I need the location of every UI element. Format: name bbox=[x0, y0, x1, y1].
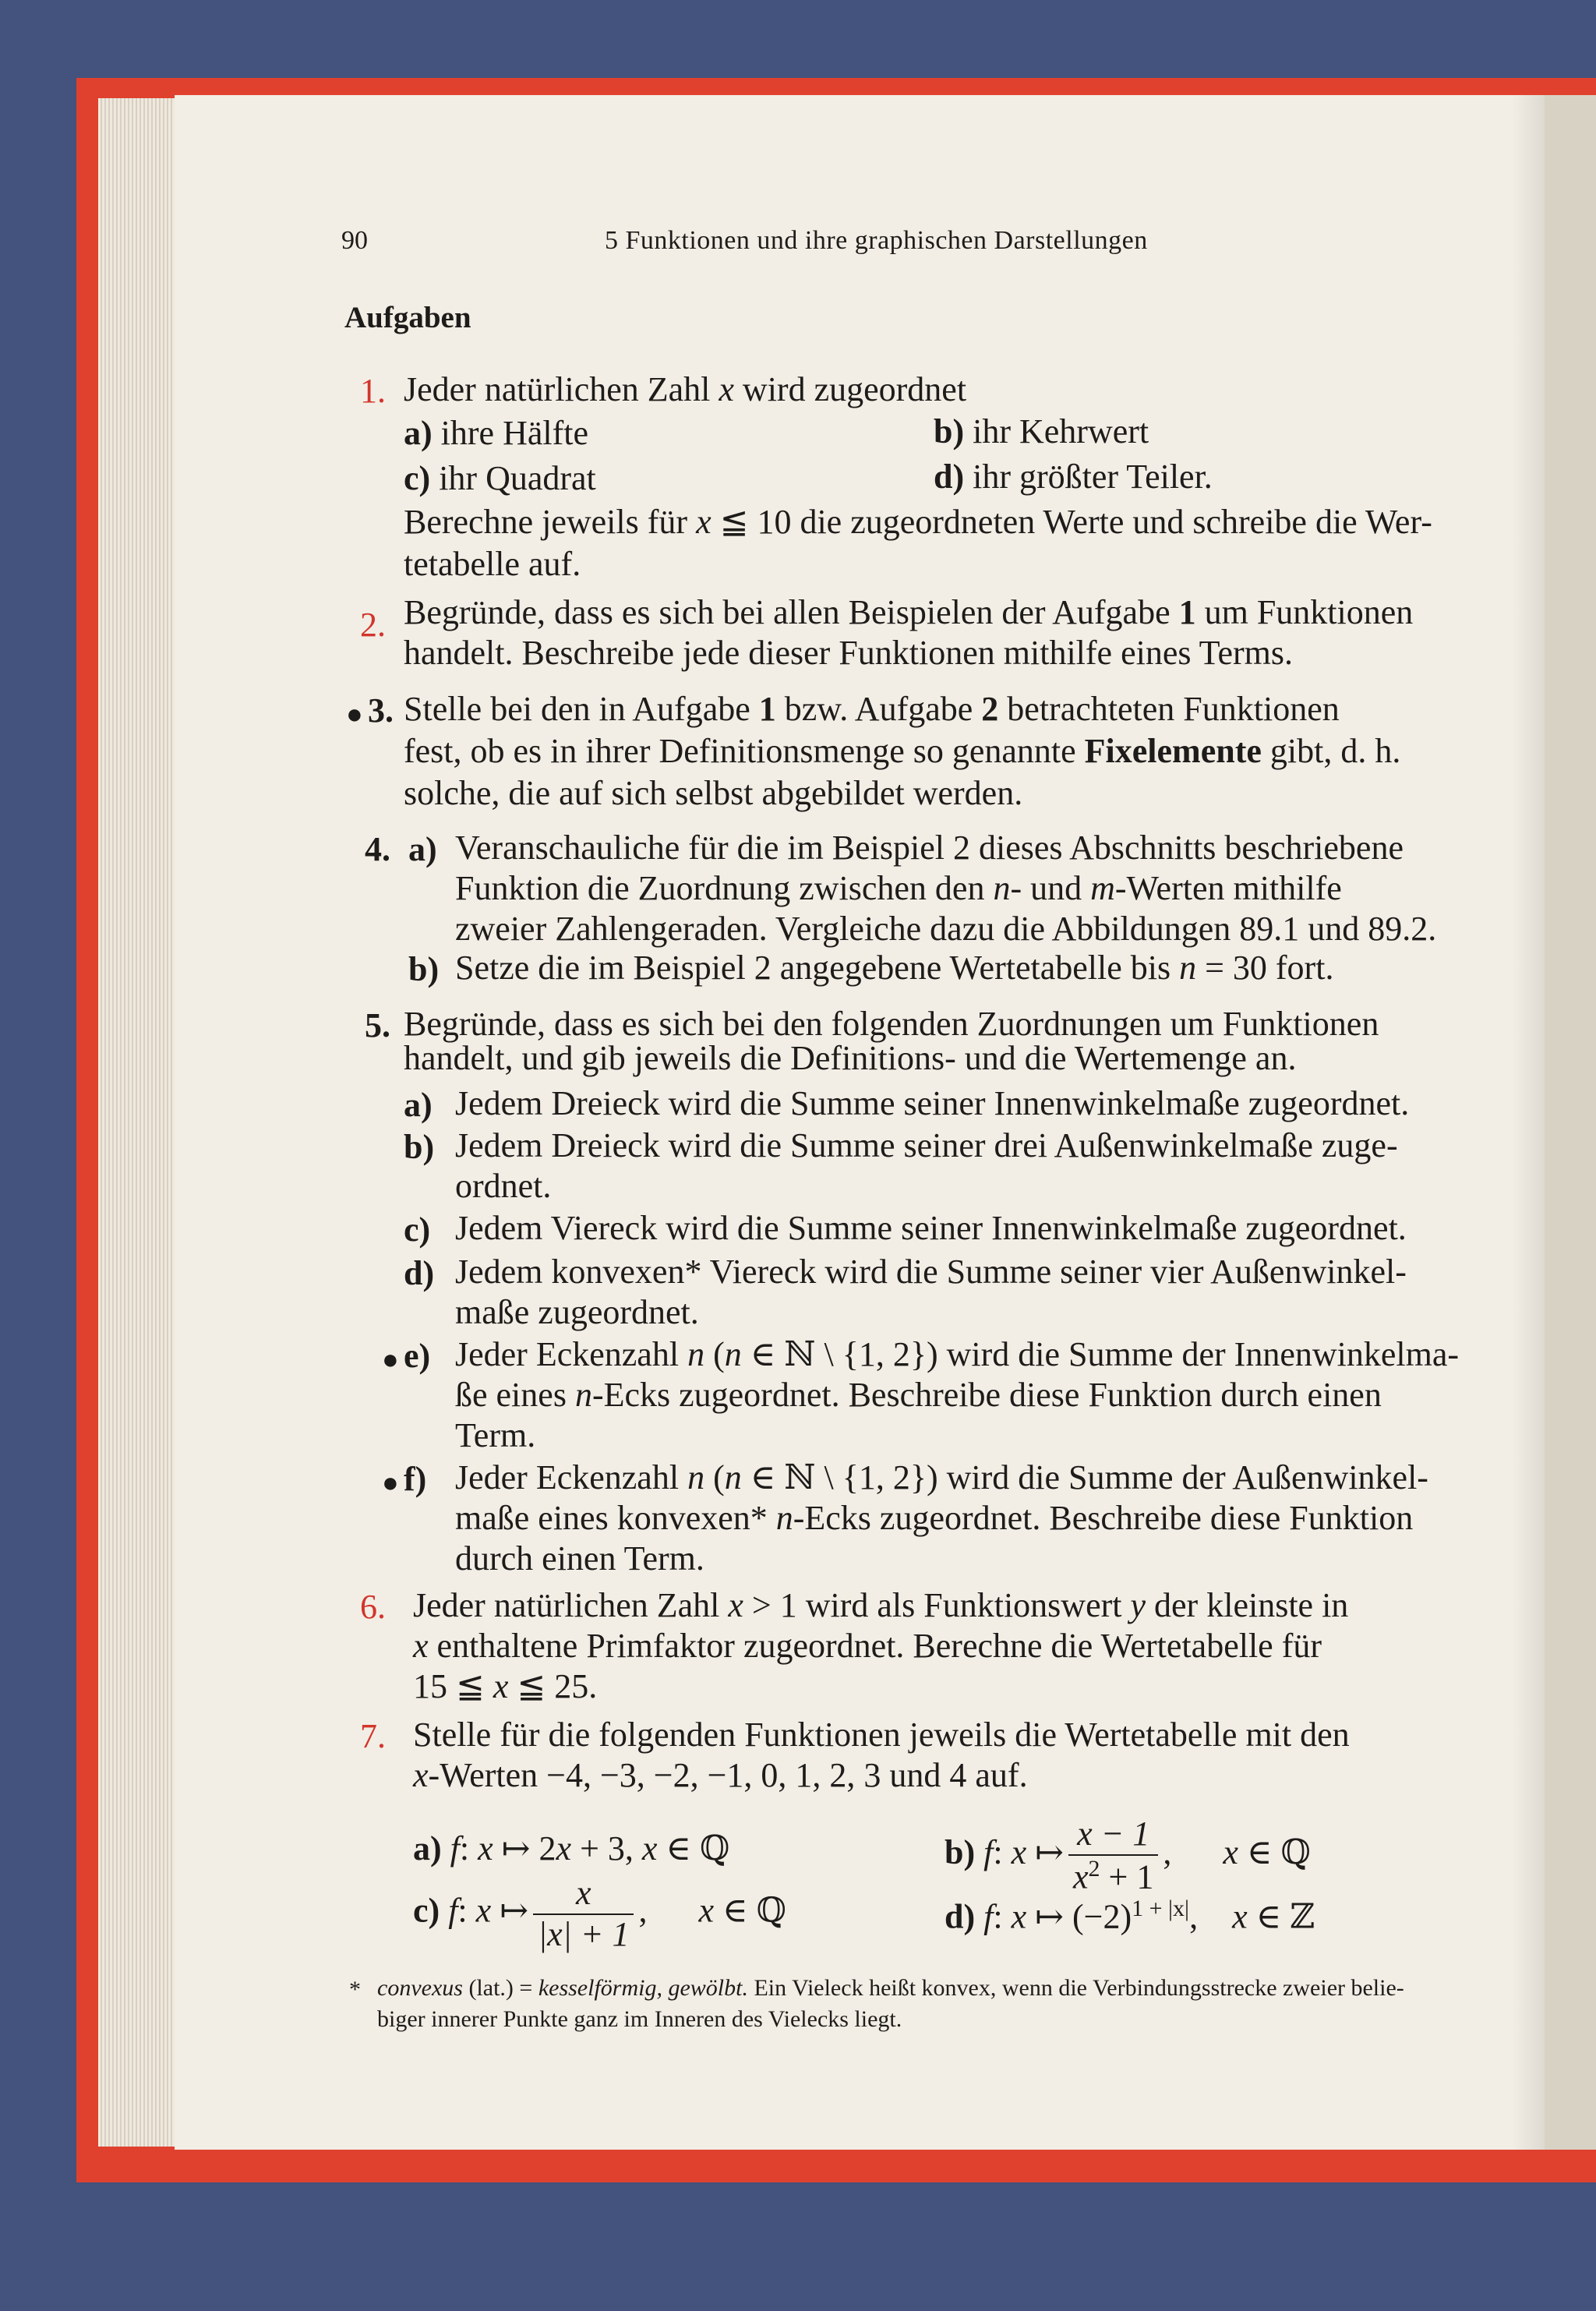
task-5e-bullet: ● bbox=[382, 1344, 399, 1375]
running-header: 5 Funktionen und ihre graphischen Darstellungen bbox=[605, 226, 1148, 255]
task-3-line-3: solche, die auf sich selbst abgebildet werden. bbox=[404, 774, 1023, 812]
task-4a-label: a) bbox=[408, 830, 437, 868]
task-4-number: 4. bbox=[365, 830, 390, 868]
task-1a: a) ihre Hälfte bbox=[404, 414, 588, 452]
task-5d-line-1: Jedem konvexen* Viereck wird die Summe seiner vier Außenwinkel- bbox=[455, 1253, 1407, 1291]
task-7-number: 7. bbox=[360, 1717, 386, 1755]
task-5e-line-3: Term. bbox=[455, 1416, 536, 1454]
task-5e-line-2: ße eines n-Ecks zugeordnet. Beschreibe diese Funktion durch einen bbox=[455, 1376, 1382, 1414]
task-5a-label: a) bbox=[404, 1086, 433, 1124]
section-title: Aufgaben bbox=[344, 301, 471, 334]
task-4b-text: Setze die im Beispiel 2 angegebene Wertetabelle bis n = 30 fort. bbox=[455, 949, 1334, 987]
task-5f-label: f) bbox=[404, 1460, 427, 1498]
footnote-marker: * bbox=[349, 1977, 361, 2002]
task-5f-line-1: Jeder Eckenzahl n (n ∈ ℕ \ {1, 2}) wird die Summe der Außenwinkel- bbox=[455, 1458, 1428, 1496]
task-5-number: 5. bbox=[365, 1006, 390, 1044]
task-7c: c) f: x ↦ $\frac{x}{|x| + 1}$ , x ∈ ℚ bbox=[413, 1874, 786, 1953]
task-5e-label: e) bbox=[404, 1337, 431, 1375]
task-2-line-1: Begründe, dass es sich bei allen Beispielen der Aufgabe 1 um Funktionen bbox=[404, 593, 1414, 631]
task-7b: b) f: x ↦ $\frac{x - 1}{x^2 + 1}$ , x ∈ ℚ bbox=[945, 1815, 1311, 1896]
task-2-line-2: handelt. Beschreibe jede dieser Funktionen mithilfe eines Terms. bbox=[404, 634, 1294, 672]
task-1b: b) ihr Kehrwert bbox=[934, 412, 1149, 451]
task-5a-text: Jedem Dreieck wird die Summe seiner Innenwinkelmaße zugeordnet. bbox=[455, 1084, 1410, 1122]
task-5f-line-3: durch einen Term. bbox=[455, 1539, 704, 1578]
task-5d-label: d) bbox=[404, 1254, 435, 1292]
task-7-line-1: Stelle für die folgenden Funktionen jeweils die Wertetabelle mit den bbox=[413, 1716, 1350, 1754]
task-5b-line-1: Jedem Dreieck wird die Summe seiner drei Außenwinkelmaße zuge- bbox=[455, 1126, 1398, 1164]
task-1c: c) ihr Quadrat bbox=[404, 459, 596, 497]
task-6-line-2: x enthaltene Primfaktor zugeordnet. Berechne die Wertetabelle für bbox=[413, 1627, 1322, 1665]
task-1-instruction-cont: tetabelle auf. bbox=[404, 545, 581, 583]
task-5e-line-1: Jeder Eckenzahl n (n ∈ ℕ \ {1, 2}) wird die Summe der Innenwinkelma- bbox=[455, 1335, 1460, 1373]
task-5b-label: b) bbox=[404, 1128, 435, 1166]
task-3-line-2: fest, ob es in ihrer Definitionsmenge so genannte Fixelemente gibt, d. h. bbox=[404, 732, 1401, 770]
task-3-line-1: Stelle bei den in Aufgabe 1 bzw. Aufgabe 2 betrachteten Funktionen bbox=[404, 690, 1340, 728]
footnote-line-2: biger innerer Punkte ganz im Inneren des Vielecks liegt. bbox=[377, 2006, 902, 2032]
task-6-number: 6. bbox=[360, 1588, 386, 1626]
task-1-intro: Jeder natürlichen Zahl x wird zugeordnet bbox=[404, 370, 967, 408]
task-3-number: 3. bbox=[368, 691, 394, 730]
task-5c-text: Jedem Viereck wird die Summe seiner Innenwinkelmaße zugeordnet. bbox=[455, 1209, 1407, 1247]
task-4b-label: b) bbox=[408, 950, 440, 988]
task-1d: d) ihr größter Teiler. bbox=[934, 458, 1213, 496]
task-7a: a) f: x ↦ 2x + 3, x ∈ ℚ bbox=[413, 1829, 730, 1868]
task-1-number: 1. bbox=[360, 372, 386, 410]
task-5-line-1: Begründe, dass es sich bei den folgenden Zuordnungen um Funktionen bbox=[404, 1005, 1379, 1043]
next-page-edge bbox=[1545, 95, 1596, 2150]
task-5d-line-2: maße zugeordnet. bbox=[455, 1293, 699, 1331]
advanced-task-bullet: ● bbox=[346, 698, 363, 730]
page-number: 90 bbox=[341, 226, 368, 255]
task-7d: d) f: x ↦ $(-2)^{1 + |x|}$, x ∈ ℤ bbox=[945, 1896, 1315, 1936]
task-5-line-2: handelt, und gib jeweils die Definitions- und die Wertemenge an. bbox=[404, 1039, 1297, 1077]
task-7c-fraction: $\frac{x}{|x| + 1}$ bbox=[533, 1874, 634, 1954]
task-5f-line-2: maße eines konvexen* n-Ecks zugeordnet. Beschreibe diese Funktion bbox=[455, 1499, 1414, 1537]
task-5b-line-2: ordnet. bbox=[455, 1167, 552, 1205]
task-5f-bullet: ● bbox=[382, 1467, 399, 1498]
task-7-line-2: x-Werten −4, −3, −2, −1, 0, 1, 2, 3 und 4 auf. bbox=[413, 1756, 1028, 1794]
task-4a-line-2: Funktion die Zuordnung zwischen den n- und m-Werten mithilfe bbox=[455, 869, 1342, 907]
task-1-instruction: Berechne jeweils für x ≦ 10 die zugeordneten Werte und schreibe die Wer- bbox=[404, 503, 1432, 541]
task-6-line-3: 15 ≦ x ≦ 25. bbox=[413, 1667, 598, 1705]
footnote-line-1: convexus (lat.) = kesselförmig, gewölbt. Ein Vieleck heißt konvex, wenn die Verbindungsstrecke zweier belie- bbox=[377, 1975, 1404, 2001]
task-6-line-1: Jeder natürlichen Zahl x > 1 wird als Funktionswert y der kleinste in bbox=[413, 1586, 1349, 1624]
task-4a-line-3: zweier Zahlengeraden. Vergleiche dazu die Abbildungen 89.1 und 89.2. bbox=[455, 910, 1437, 948]
page-stack-edge bbox=[98, 98, 178, 2147]
task-4a-line-1: Veranschauliche für die im Beispiel 2 dieses Abschnitts beschriebene bbox=[455, 829, 1404, 867]
task-2-number: 2. bbox=[360, 606, 386, 644]
task-5c-label: c) bbox=[404, 1210, 431, 1249]
task-7b-fraction: $\frac{x - 1}{x^2 + 1}$ bbox=[1068, 1815, 1158, 1897]
